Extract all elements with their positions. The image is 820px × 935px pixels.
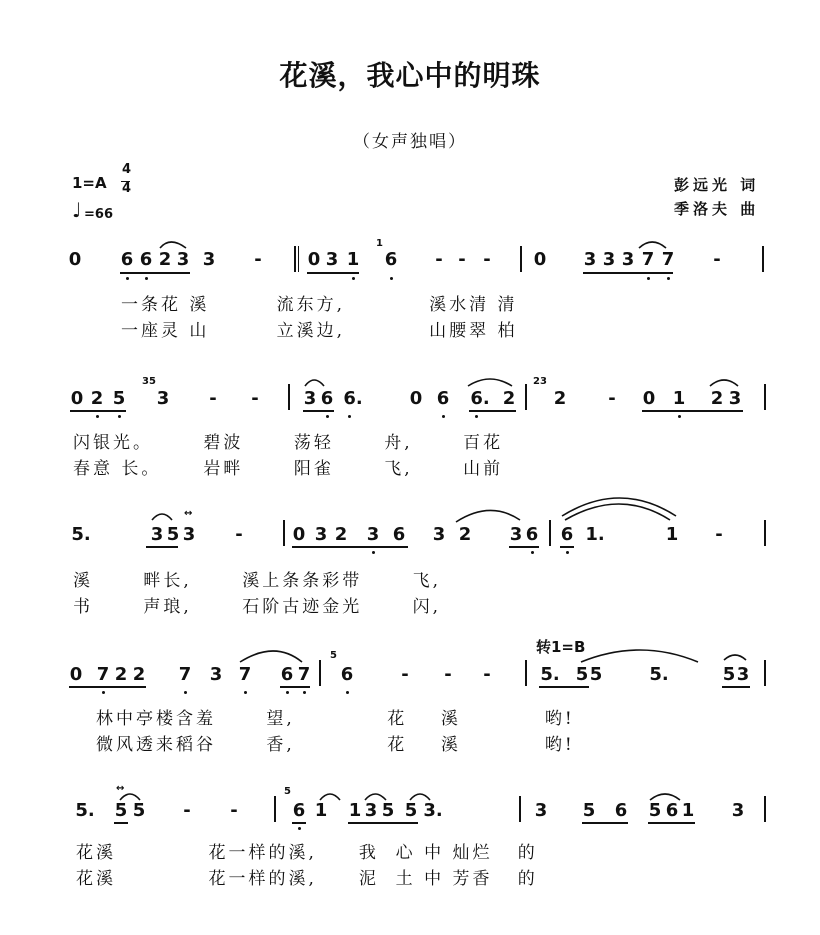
- rest-dash: -: [444, 664, 452, 685]
- time-signature-bottom: 4: [122, 181, 132, 196]
- note: 6: [280, 664, 294, 685]
- note: 5: [575, 664, 589, 685]
- octave-dot: [531, 551, 534, 554]
- note: 0: [642, 388, 656, 409]
- bar-line: [525, 384, 527, 410]
- grace-note: 1: [376, 238, 383, 249]
- song-title: 花溪，我心中的明珠: [279, 59, 541, 92]
- underline: [120, 272, 190, 274]
- note: 2: [502, 388, 516, 409]
- bar-line: [519, 796, 521, 822]
- note: 6.: [470, 388, 490, 409]
- note: 1: [346, 249, 360, 270]
- octave-dot: [667, 277, 670, 280]
- note: 2: [553, 388, 567, 409]
- slur: [710, 380, 738, 386]
- slur: [581, 650, 698, 662]
- bar-line: [319, 660, 321, 686]
- octave-dot: [348, 415, 351, 418]
- octave-dot: [678, 415, 681, 418]
- note: 5: [381, 800, 395, 821]
- note: 6: [292, 800, 306, 821]
- note: 5.: [71, 524, 91, 545]
- lyrics-verse-2: 一座灵 山 立溪边, 山腰翠 柏: [121, 321, 518, 341]
- octave-dot: [475, 415, 478, 418]
- note: 0: [69, 664, 83, 685]
- slur: [468, 379, 512, 386]
- underline: [648, 822, 695, 824]
- bar-line: [764, 796, 766, 822]
- bar-line: [298, 246, 299, 272]
- note: -: [251, 388, 259, 409]
- underline: [722, 686, 750, 688]
- note: 2: [90, 388, 104, 409]
- note: 3: [736, 664, 750, 685]
- octave-dot: [102, 691, 105, 694]
- composer-credit: 季洛夫 曲: [674, 200, 760, 218]
- note: 5: [114, 800, 128, 821]
- note: 3.: [423, 800, 443, 821]
- note: 1: [665, 524, 679, 545]
- note: 6: [665, 800, 679, 821]
- octave-dot: [326, 415, 329, 418]
- underline: [69, 686, 146, 688]
- slur: [152, 514, 172, 520]
- note: 7: [96, 664, 110, 685]
- note: 5.: [540, 664, 560, 685]
- note: 7: [661, 249, 675, 270]
- note: 6: [139, 249, 153, 270]
- note: 5.: [75, 800, 95, 821]
- note: 5: [722, 664, 736, 685]
- modulation-marking: 转1=B: [536, 638, 586, 656]
- note: 3: [202, 249, 216, 270]
- note: 6: [320, 388, 334, 409]
- note: 6: [392, 524, 406, 545]
- note: 1.: [585, 524, 605, 545]
- note: 0: [307, 249, 321, 270]
- note: 3: [176, 249, 190, 270]
- trill-mark: ↔: [184, 508, 193, 519]
- octave-dot: [372, 551, 375, 554]
- quarter-note-icon: ♩: [72, 198, 82, 222]
- underline: [70, 410, 126, 412]
- grace-note: 5: [284, 786, 291, 797]
- underline: [146, 546, 178, 548]
- octave-dot: [390, 277, 393, 280]
- note: 5: [404, 800, 418, 821]
- note: 3: [364, 800, 378, 821]
- bar-line: [274, 796, 276, 822]
- note: -: [458, 249, 466, 270]
- note: 6: [436, 388, 450, 409]
- note: 7: [238, 664, 252, 685]
- note: 2: [114, 664, 128, 685]
- underline: [560, 546, 574, 548]
- note: 3: [150, 524, 164, 545]
- lyrics-verse-1: 闪银光。 碧波 荡轻 舟, 百花: [73, 433, 504, 453]
- note: 1: [314, 800, 328, 821]
- underline: [114, 822, 128, 824]
- note: 5: [166, 524, 180, 545]
- note: -: [713, 249, 721, 270]
- note: -: [608, 388, 616, 409]
- note: 3: [182, 524, 196, 545]
- lyrics-verse-2: 微风透来稻谷 香, 花 溪 哟!: [96, 735, 575, 755]
- note: 5: [648, 800, 662, 821]
- bar-line: [288, 384, 290, 410]
- octave-dot: [442, 415, 445, 418]
- bar-line: [762, 246, 764, 272]
- song-subtitle: （女声独唱）: [353, 132, 467, 152]
- slur: [724, 655, 746, 660]
- note: 2: [132, 664, 146, 685]
- tempo-marking: =66: [84, 207, 113, 222]
- underline: [469, 410, 516, 412]
- rest-dash: -: [483, 664, 491, 685]
- grace-note: 35: [142, 376, 156, 387]
- note: 6.: [343, 388, 363, 409]
- slur: [240, 651, 302, 662]
- note: 3: [432, 524, 446, 545]
- note: 2: [710, 388, 724, 409]
- octave-dot: [244, 691, 247, 694]
- note: 6: [384, 249, 398, 270]
- note: 2: [334, 524, 348, 545]
- octave-dot: [118, 415, 121, 418]
- note: 7: [178, 664, 192, 685]
- note: -: [435, 249, 443, 270]
- note: 6: [120, 249, 134, 270]
- underline: [280, 686, 310, 688]
- note: 3: [731, 800, 745, 821]
- note: 3: [602, 249, 616, 270]
- note: 0: [533, 249, 547, 270]
- note: 2: [458, 524, 472, 545]
- lyrics-verse-1: 一条花 溪 流东方, 溪水清 清: [121, 295, 518, 315]
- underline: [348, 822, 418, 824]
- note: -: [235, 524, 243, 545]
- bar-line: [764, 660, 766, 686]
- note: 7: [641, 249, 655, 270]
- note: 3: [621, 249, 635, 270]
- grace-note: 5: [330, 650, 337, 661]
- note: 5: [589, 664, 603, 685]
- underline: [539, 686, 589, 688]
- trill-mark: ↔: [116, 783, 125, 794]
- underline: [292, 822, 306, 824]
- underline: [303, 410, 334, 412]
- underline: [642, 410, 743, 412]
- underline: [583, 272, 673, 274]
- underline: [307, 272, 359, 274]
- lyrics-verse-2: 春意 长。 岩畔 阳雀 飞, 山前: [73, 459, 504, 479]
- note: 3: [303, 388, 317, 409]
- lyrics-verse-2: 书 声琅, 石阶古迹金光 闪,: [73, 597, 442, 617]
- lyrics-verse-2: 花溪 花一样的溪, 泥 土 中 芳香 的: [76, 869, 538, 889]
- rest-dash: -: [401, 664, 409, 685]
- slur: [639, 242, 666, 248]
- time-signature-top: 4: [122, 162, 132, 177]
- note: 1: [681, 800, 695, 821]
- lyricist-credit: 彭远光 词: [674, 176, 760, 194]
- slur: [565, 504, 670, 520]
- note: 6: [525, 524, 539, 545]
- note: 3: [314, 524, 328, 545]
- note: 7: [297, 664, 311, 685]
- note: -: [230, 800, 238, 821]
- lyrics-verse-1: 花溪 花一样的溪, 我 心 中 灿烂 的: [76, 843, 538, 863]
- octave-dot: [346, 691, 349, 694]
- note: 1: [348, 800, 362, 821]
- bar-line: [520, 246, 522, 272]
- octave-dot: [303, 691, 306, 694]
- note: 3: [583, 249, 597, 270]
- note: 3: [366, 524, 380, 545]
- lyrics-verse-1: 林中亭楼含羞 望, 花 溪 哟!: [96, 709, 575, 729]
- slur: [160, 242, 186, 248]
- note: 0: [409, 388, 423, 409]
- grace-note: 23: [533, 376, 547, 387]
- slur: [456, 510, 520, 522]
- bar-line: [764, 384, 766, 410]
- note: 6: [614, 800, 628, 821]
- note: 5.: [649, 664, 669, 685]
- note: 0: [68, 249, 82, 270]
- note: -: [209, 388, 217, 409]
- note: -: [183, 800, 191, 821]
- underline: [292, 546, 408, 548]
- underline: [582, 822, 628, 824]
- octave-dot: [298, 827, 301, 830]
- slur: [305, 380, 324, 386]
- note: -: [254, 249, 262, 270]
- octave-dot: [352, 277, 355, 280]
- lyrics-verse-1: 溪 畔长, 溪上条条彩带 飞,: [73, 571, 442, 591]
- octave-dot: [96, 415, 99, 418]
- octave-dot: [126, 277, 129, 280]
- note: 3: [534, 800, 548, 821]
- note: 3: [209, 664, 223, 685]
- bar-line: [294, 246, 296, 272]
- note: 5: [132, 800, 146, 821]
- octave-dot: [566, 551, 569, 554]
- key-signature: 1=A: [72, 174, 107, 192]
- note: 3: [325, 249, 339, 270]
- note: 3: [156, 388, 170, 409]
- note: 6: [340, 664, 354, 685]
- bar-line: [283, 520, 285, 546]
- note: 0: [292, 524, 306, 545]
- note: 5: [112, 388, 126, 409]
- note: -: [483, 249, 491, 270]
- note: 0: [70, 388, 84, 409]
- bar-line: [525, 660, 527, 686]
- note: -: [715, 524, 723, 545]
- note: 6: [560, 524, 574, 545]
- bar-line: [764, 520, 766, 546]
- note: 2: [158, 249, 172, 270]
- slur: [562, 498, 676, 516]
- note: 3: [509, 524, 523, 545]
- note: 5: [582, 800, 596, 821]
- octave-dot: [286, 691, 289, 694]
- bar-line: [549, 520, 551, 546]
- octave-dot: [145, 277, 148, 280]
- note: 3: [728, 388, 742, 409]
- note: 1: [672, 388, 686, 409]
- octave-dot: [184, 691, 187, 694]
- underline: [509, 546, 539, 548]
- octave-dot: [647, 277, 650, 280]
